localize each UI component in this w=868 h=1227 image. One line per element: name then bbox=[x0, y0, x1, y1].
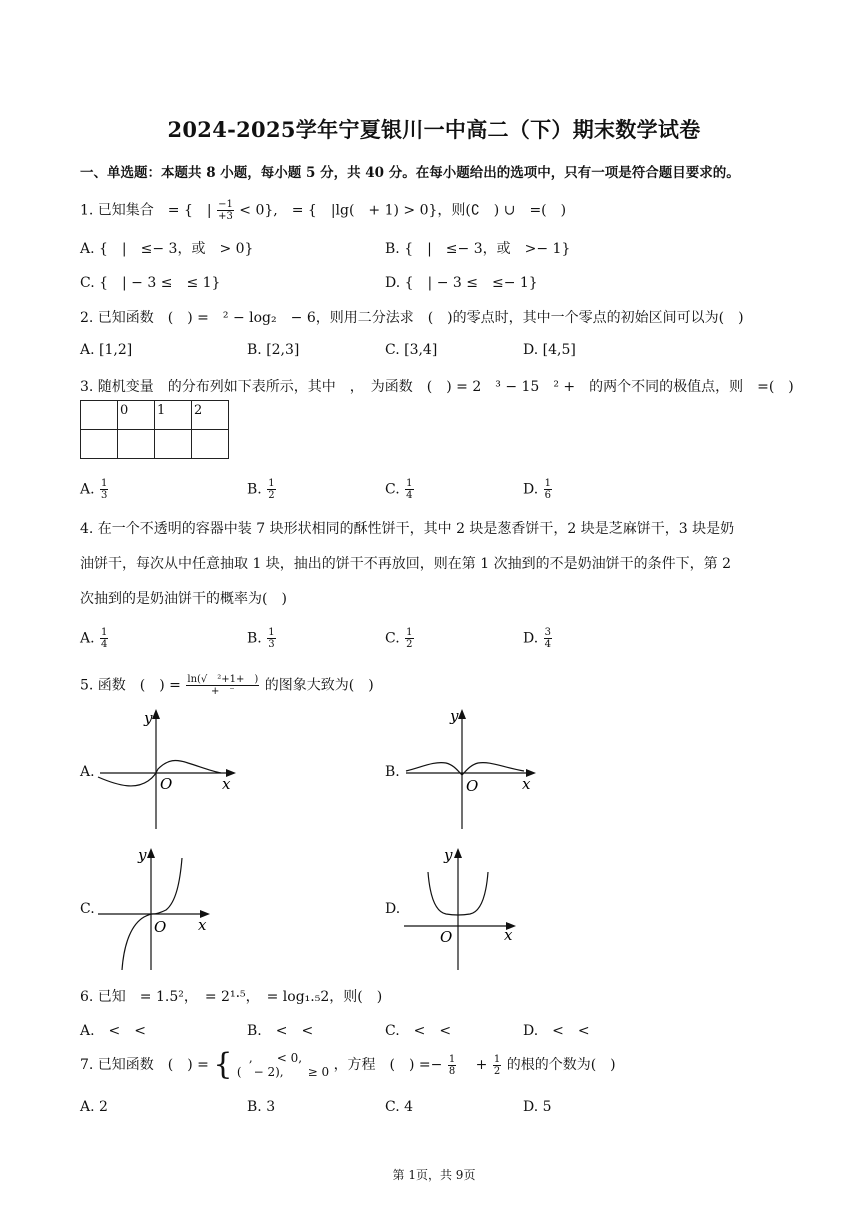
x-axis-label: x bbox=[522, 775, 531, 793]
table-cell bbox=[118, 430, 155, 459]
q1-frac-den: +3 bbox=[218, 211, 233, 222]
q4-option-d bbox=[523, 627, 553, 650]
question-5-stem bbox=[80, 674, 374, 697]
frac-den: 2 bbox=[406, 639, 413, 650]
question-3-stem: 3. 随机变量 的分布列如下表所示，其中 ， 为函数 ( ) = 2 ³ − 15 ² + 的两个不同的极值点，则 =( ) bbox=[80, 379, 794, 395]
table-cell: 1 bbox=[155, 401, 192, 430]
q4-option-b-fraction bbox=[267, 627, 275, 650]
q4-option-d-fraction bbox=[544, 627, 552, 650]
q7-fraction-1 bbox=[448, 1054, 456, 1077]
frac-den: 3 bbox=[268, 639, 275, 650]
frac-num: 1 bbox=[268, 478, 275, 489]
frac-num: 1 bbox=[268, 627, 275, 638]
q5-stem-part: 5. 函数 ( ) = bbox=[80, 677, 181, 694]
q3-option-c-label: C. bbox=[385, 481, 400, 498]
q5-stem-part: 的图象大致为( ) bbox=[264, 677, 374, 694]
q6-option-a: A. < < bbox=[80, 1023, 147, 1039]
q5-graph-b bbox=[402, 705, 552, 831]
y-axis-arrow bbox=[147, 848, 155, 858]
y-axis-arrow bbox=[458, 709, 466, 719]
frac-num: 1 bbox=[448, 1053, 456, 1065]
q6-option-c: C. < < bbox=[385, 1023, 452, 1039]
q3-option-a-label: A. bbox=[80, 481, 95, 498]
q2-option-a: A. [1,2] bbox=[80, 342, 133, 358]
table-cell bbox=[81, 430, 118, 459]
q3-option-a bbox=[80, 478, 109, 501]
q1-option-d: D. { | − 3 ≤ ≤− 1} bbox=[385, 275, 538, 291]
q7-stem-part: 7. 已知函数 ( ) = bbox=[80, 1057, 209, 1073]
q7-piece-1: , < 0, bbox=[236, 1051, 303, 1065]
y-axis-label: y bbox=[144, 709, 153, 727]
q6-option-d: D. < < bbox=[523, 1023, 590, 1039]
q2-option-b: B. [2,3] bbox=[247, 342, 300, 358]
frac-num: 1 bbox=[406, 627, 413, 638]
frac-den: 4 bbox=[101, 639, 108, 650]
table-row bbox=[81, 430, 229, 459]
left-brace-symbol: { bbox=[213, 1047, 233, 1082]
origin-label: O bbox=[466, 777, 479, 795]
q2-option-d: D. [4,5] bbox=[523, 342, 576, 358]
frac-num: 1 bbox=[101, 478, 108, 489]
y-axis-label: y bbox=[450, 707, 459, 725]
question-2-stem: 2. 已知函数 ( ) = ² − log₂ − 6，则用二分法求 ( )的零点时，其中一个零点的初始区间可以为( ) bbox=[80, 310, 744, 326]
q7-fraction-2 bbox=[493, 1054, 501, 1077]
question-4-line-3: 次抽到的是奶油饼干的概率为( ) bbox=[80, 591, 287, 607]
q3-option-b-label: B. bbox=[247, 481, 262, 498]
frac-num: 1 bbox=[101, 627, 108, 638]
q6-option-b: B. < < bbox=[247, 1023, 314, 1039]
q4-option-b bbox=[247, 627, 277, 650]
q7-piecewise bbox=[237, 1051, 329, 1079]
question-7-stem bbox=[80, 1047, 616, 1082]
q1-stem-part: 1. 已知集合 = { | bbox=[80, 202, 212, 219]
q3-option-d bbox=[523, 478, 553, 501]
origin-label: O bbox=[154, 918, 167, 936]
frac-den: 2 bbox=[268, 490, 275, 501]
frac-num: 3 bbox=[544, 627, 552, 638]
q4-option-a-fraction bbox=[100, 627, 108, 650]
q4-option-c bbox=[385, 627, 415, 650]
question-4-line-1: 4. 在一个不透明的容器中装 7 块形状相同的酥性饼干，其中 2 块是葱香饼干，2 块是芝麻饼干，3 块是奶 bbox=[80, 521, 735, 537]
q7-stem-part: + bbox=[461, 1057, 488, 1073]
question-1-stem bbox=[80, 199, 566, 222]
frac-den: 4 bbox=[406, 490, 413, 501]
x-axis-label: x bbox=[504, 926, 513, 944]
q7-option-b: B. 3 bbox=[247, 1099, 276, 1115]
origin-label: O bbox=[440, 928, 453, 946]
distribution-table bbox=[80, 400, 229, 459]
q4-option-b-label: B. bbox=[247, 630, 262, 647]
table-row bbox=[81, 401, 229, 430]
x-axis-label: x bbox=[222, 775, 231, 793]
q1-option-a: A. { | ≤− 3，或 > 0} bbox=[80, 241, 254, 257]
origin-label: O bbox=[160, 775, 173, 793]
q4-option-a bbox=[80, 627, 109, 650]
y-axis-arrow bbox=[152, 709, 160, 719]
question-6-stem: 6. 已知 = 1.5²， = 2¹·⁵， = log₁.₅2，则( ) bbox=[80, 989, 383, 1005]
q4-option-d-label: D. bbox=[523, 630, 539, 647]
q7-option-a: A. 2 bbox=[80, 1099, 108, 1115]
q5-option-c-label: C. bbox=[80, 901, 95, 917]
frac-den: 2 bbox=[493, 1065, 501, 1077]
q7-option-c: C. 4 bbox=[385, 1099, 414, 1115]
frac-den: 3 bbox=[101, 490, 108, 501]
q5-option-d-label: D. bbox=[385, 901, 401, 917]
q3-option-c-fraction bbox=[405, 478, 413, 501]
q3-option-d-fraction bbox=[544, 478, 552, 501]
q4-option-c-fraction bbox=[405, 627, 413, 650]
q3-option-b-fraction bbox=[267, 478, 275, 501]
q1-option-b: B. { | ≤− 3，或 >− 1} bbox=[385, 241, 571, 257]
q5-frac-num: ln(√ ²+1+ ) bbox=[187, 674, 259, 685]
q1-stem-part: < 0}, = { |lg( + 1) > 0}，则(∁ ) ∪ =( ) bbox=[239, 202, 567, 219]
section-heading: 一、单选题：本题共 8 小题，每小题 5 分，共 40 分。在每小题给出的选项中，只有一项是符合题目要求的。 bbox=[80, 165, 740, 181]
table-cell bbox=[81, 401, 118, 430]
q3-option-c bbox=[385, 478, 415, 501]
q3-option-b bbox=[247, 478, 277, 501]
frac-num: 1 bbox=[544, 478, 552, 489]
table-cell bbox=[155, 430, 192, 459]
question-4-line-2: 油饼干，每次从中任意抽取 1 块，抽出的饼干不再放回，则在第 1 次抽到的不是奶油饼干的条件下，第 2 bbox=[80, 556, 731, 572]
q7-stem-part: 的根的个数为( ) bbox=[506, 1057, 616, 1073]
q1-fraction bbox=[217, 199, 234, 222]
q5-frac-den: + ⁻ bbox=[211, 686, 235, 697]
q2-option-c: C. [3,4] bbox=[385, 342, 438, 358]
q3-option-d-label: D. bbox=[523, 481, 539, 498]
q4-option-c-label: C. bbox=[385, 630, 400, 647]
y-axis-label: y bbox=[138, 846, 147, 864]
q5-option-a-label: A. bbox=[80, 764, 95, 780]
q3-option-a-fraction bbox=[100, 478, 108, 501]
frac-den: 6 bbox=[544, 490, 552, 501]
q7-piece-2: ( − 2), ≥ 0 bbox=[236, 1065, 330, 1079]
q5-graph-a bbox=[96, 705, 246, 831]
table-cell: 0 bbox=[118, 401, 155, 430]
table-cell bbox=[192, 430, 229, 459]
q7-stem-part: ，方程 ( ) =− bbox=[333, 1057, 443, 1073]
x-axis-label: x bbox=[198, 916, 207, 934]
frac-den: 8 bbox=[448, 1065, 456, 1077]
table-cell: 2 bbox=[192, 401, 229, 430]
q4-option-a-label: A. bbox=[80, 630, 95, 647]
frac-den: 4 bbox=[544, 639, 552, 650]
q5-graph-c bbox=[96, 842, 226, 972]
q5-option-b-label: B. bbox=[385, 764, 400, 780]
frac-num: 1 bbox=[406, 478, 413, 489]
page-title: 2024-2025学年宁夏银川一中高二（下）期末数学试卷 bbox=[167, 117, 701, 142]
y-axis-arrow bbox=[454, 848, 462, 858]
q1-option-c: C. { | − 3 ≤ ≤ 1} bbox=[80, 275, 221, 291]
page-footer: 第 1页，共 9页 bbox=[392, 1168, 476, 1182]
q5-graph-d bbox=[402, 842, 532, 972]
y-axis-label: y bbox=[444, 846, 453, 864]
q7-option-d: D. 5 bbox=[523, 1099, 552, 1115]
q1-frac-num: −1 bbox=[218, 199, 233, 210]
frac-num: 1 bbox=[493, 1053, 501, 1065]
q5-fraction bbox=[186, 674, 259, 697]
